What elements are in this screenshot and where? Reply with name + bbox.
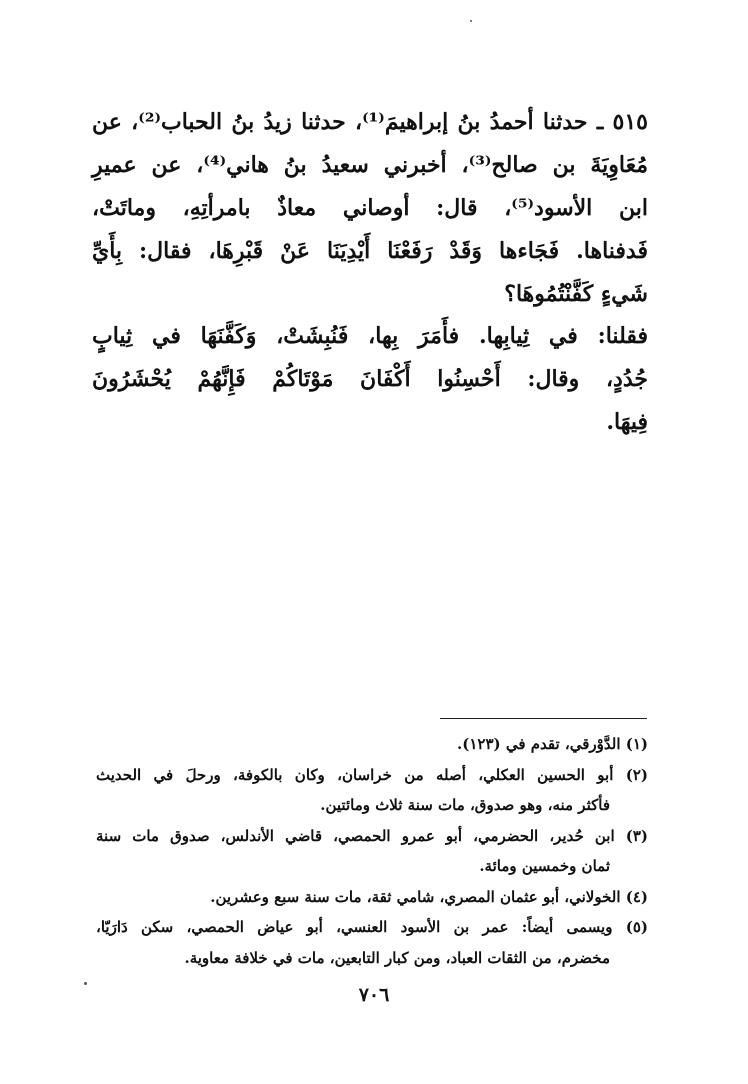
hadith-paragraph-2 bbox=[92, 315, 648, 444]
hadith-line: فَدفناها. فَجَاءها وَقَدْ رَفَعْنَا أَيْدِيَنَا عَنْ قَبْرِهَا، فقال: بِأَيِّ bbox=[92, 238, 648, 264]
footnote-5-continuation: مخضرم، من الثقات العباد، ومن كبار التابعين، مات في خلافة معاوية. bbox=[184, 948, 610, 967]
hadith-line: فِيهَا. bbox=[606, 409, 648, 435]
footnote-2: (٢) أبو الحسين العكلي، أصله من خراسان، وكان بالكوفة، ورحلَ في الحديث bbox=[96, 765, 648, 784]
footnote-separator bbox=[440, 718, 647, 719]
hadith-line: ابن الأسود⁽⁵⁾، قال: أوصاني معاذٌ بامرأتِهِ، وماتَتْ، bbox=[92, 195, 648, 221]
footnote-3: (٣) ابن حُدير، الحضرمي، أبو عمرو الحمصي، قاضي الأندلس، صدوق مات سنة bbox=[96, 826, 648, 845]
hadith-line: مُعَاوِيَةَ بن صالح⁽³⁾، أخبرني سعيدُ بنُ هاني⁽⁴⁾، عن عميرِ bbox=[92, 152, 649, 178]
footnote-1: (١) الدَّوْرقي، تقدم في (١٢٣). bbox=[457, 735, 648, 753]
footnote-2-continuation: فأكثر منه، وهو صدوق، مات سنة ثلاث ومائتين. bbox=[320, 796, 610, 814]
hadith-line: شَيءٍ كَفَّنْتُمُوهَا؟ bbox=[504, 281, 648, 307]
scan-speck bbox=[470, 20, 472, 22]
hadith-line: جُدُدٍ، وقال: أَحْسِنُوا أَكْفَانَ مَوْتَاكُمْ فَإِنَّهُمْ يُحْشَرُونَ bbox=[92, 366, 648, 392]
footnote-3-continuation: ثمان وخمسين ومائة. bbox=[479, 857, 610, 875]
hadith-paragraph-1 bbox=[92, 101, 648, 316]
page-number: ٧٠٦ bbox=[358, 984, 390, 1006]
hadith-line: فقلنا: في ثِيابِها. فأَمَرَ بِها، فَنُبِشَتْ، وَكَفَّنَهَا في ثِيابٍ bbox=[92, 323, 648, 349]
hadith-line: ٥١٥ ـ حدثنا أحمدُ بنُ إبراهيمَ⁽¹⁾، حدثنا زيدُ بنُ الحباب⁽²⁾، عن bbox=[92, 109, 648, 135]
footnotes bbox=[96, 729, 648, 973]
scan-speck bbox=[84, 982, 87, 985]
footnote-4: (٤) الخولاني، أبو عثمان المصري، شامي ثقة، مات سنة سبع وعشرين. bbox=[210, 887, 648, 906]
footnote-5: (٥) ويسمى أيضاً: عمر بن الأسود العنسي، أبو عياض الحمصي، سكن دَارَيّا، bbox=[96, 918, 648, 936]
